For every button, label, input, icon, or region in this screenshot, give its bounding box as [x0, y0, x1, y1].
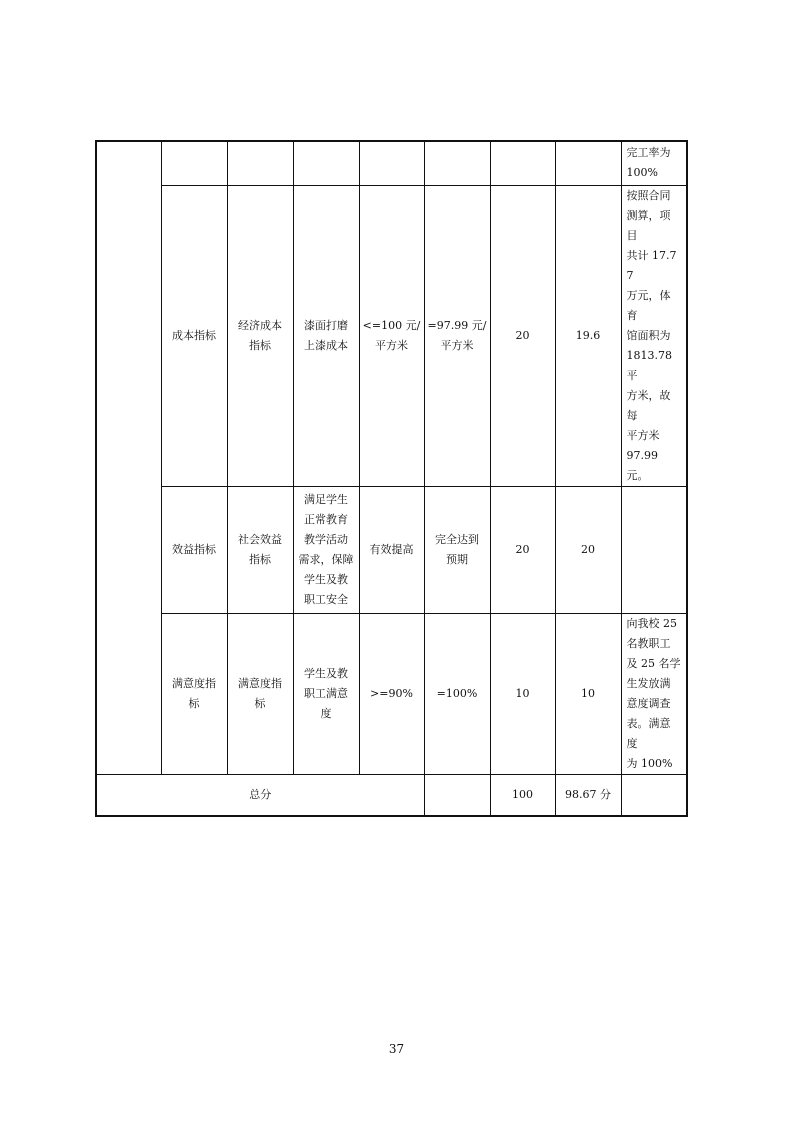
- note-cell: [621, 486, 687, 613]
- weight-cell: 20: [490, 185, 555, 486]
- level2-cell: 成本指标: [161, 185, 227, 486]
- level2-cell: 效益指标: [161, 486, 227, 613]
- score-cell: 20: [555, 486, 621, 613]
- total-label: 总分: [96, 774, 424, 816]
- note-cell: 按照合同 测算，项目 共计 17.77 万元，体育 馆面积为 1813.78 平 方米，故每 平方米 97.99 元。: [621, 185, 687, 486]
- total-weight-cell: 100: [490, 774, 555, 816]
- target-cell: >=90%: [359, 613, 424, 774]
- level2-cell: 满意度指 标: [161, 613, 227, 774]
- level2-cell: [161, 141, 227, 185]
- table-row: [96, 613, 687, 774]
- score-cell: 19.6: [555, 185, 621, 486]
- actual-cell: =97.99 元/ 平方米: [424, 185, 490, 486]
- total-note-cell: [621, 774, 687, 816]
- score-cell: [555, 141, 621, 185]
- performance-table: [95, 140, 688, 817]
- total-score-cell: 98.67 分: [555, 774, 621, 816]
- score-cell: 10: [555, 613, 621, 774]
- target-cell: <=100 元/ 平方米: [359, 185, 424, 486]
- page-number: 37: [388, 1042, 405, 1056]
- content-cell: 学生及教 职工满意 度: [293, 613, 359, 774]
- weight-cell: [490, 141, 555, 185]
- weight-cell: 20: [490, 486, 555, 613]
- level1-cell: [96, 141, 161, 774]
- content-cell: 满足学生 正常教育 教学活动 需求，保障 学生及教 职工安全: [293, 486, 359, 613]
- note-cell: 完工率为 100%: [621, 141, 687, 185]
- target-cell: 有效提高: [359, 486, 424, 613]
- actual-cell: 完全达到 预期: [424, 486, 490, 613]
- content-cell: [293, 141, 359, 185]
- table-row: [96, 141, 687, 185]
- total-row: [96, 774, 687, 816]
- level3-cell: 满意度指 标: [227, 613, 293, 774]
- actual-cell: [424, 141, 490, 185]
- total-actual-cell: [424, 774, 490, 816]
- table-row: [96, 185, 687, 486]
- content-cell: 漆面打磨 上漆成本: [293, 185, 359, 486]
- table-row: [96, 486, 687, 613]
- level3-cell: 社会效益 指标: [227, 486, 293, 613]
- target-cell: [359, 141, 424, 185]
- level3-cell: 经济成本 指标: [227, 185, 293, 486]
- actual-cell: =100%: [424, 613, 490, 774]
- note-cell: 向我校 25 名教职工 及 25 名学 生发放满 意度调查 表。满意度 为 100%: [621, 613, 687, 774]
- level3-cell: [227, 141, 293, 185]
- weight-cell: 10: [490, 613, 555, 774]
